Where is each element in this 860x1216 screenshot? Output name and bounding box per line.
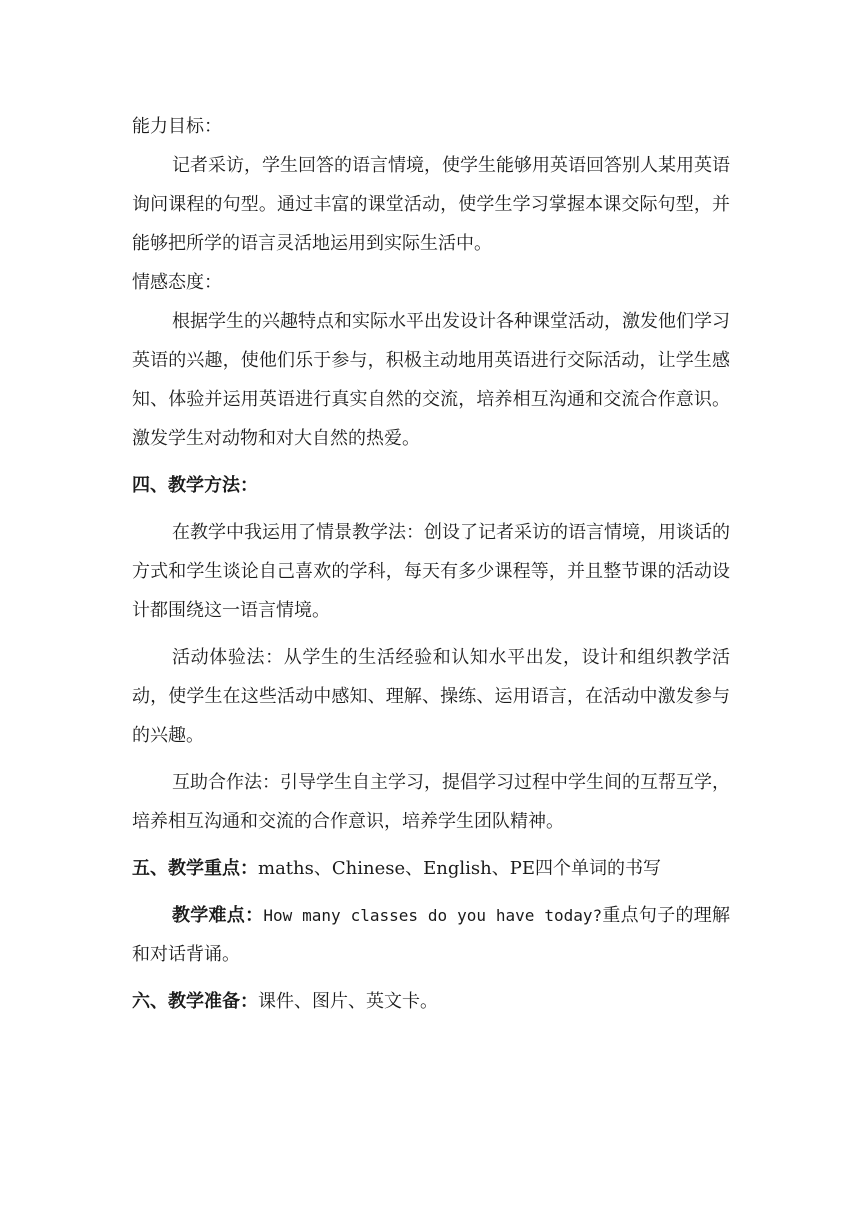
difficulties-label: 教学难点： <box>172 905 264 926</box>
difficulties-chinese-text: 重点句子的理解和对话背诵。 <box>132 905 731 965</box>
key-points-text: maths、Chinese、English、PE四个单词的书写 <box>258 858 661 879</box>
methods-heading: 四、教学方法： <box>132 475 258 496</box>
document-body <box>132 107 730 1021</box>
preparation-text: 课件、图片、英文卡。 <box>258 991 438 1012</box>
difficulties-english-sentence: How many classes do you have today? <box>263 906 603 925</box>
ability-paragraph: 记者采访，学生回答的语言情境，使学生能够用英语回答别人某用英语询问课程的句型。通过丰富的课堂活动，使学生学习掌握本课交际句型，并能够把所学的语言灵活地运用到实际生活中。 <box>132 155 730 254</box>
ability-heading: 能力目标： <box>132 116 222 137</box>
methods-paragraph-cooperation: 互助合作法：引导学生自主学习，提倡学习过程中学生间的互帮互学，培养相互沟通和交流的合作意识，培养学生团队精神。 <box>132 772 730 832</box>
preparation-line <box>132 982 730 1021</box>
methods-paragraph-activity: 活动体验法：从学生的生活经验和认知水平出发，设计和组织教学活动，使学生在这些活动中感知、理解、操练、运用语言，在活动中激发参与的兴趣。 <box>132 647 730 746</box>
key-points-line <box>132 849 730 888</box>
preparation-label: 六、教学准备： <box>132 991 258 1012</box>
emotion-heading: 情感态度： <box>132 272 222 293</box>
methods-paragraph-scenario: 在教学中我运用了情景教学法：创设了记者采访的语言情境，用谈话的方式和学生谈论自己喜欢的学科，每天有多少课程等，并且整节课的活动设计都围绕这一语言情境。 <box>132 522 730 621</box>
key-points-label: 五、教学重点： <box>132 858 258 879</box>
difficulties-paragraph <box>132 896 730 974</box>
emotion-paragraph: 根据学生的兴趣特点和实际水平出发设计各种课堂活动，激发他们学习英语的兴趣，使他们乐于参与，积极主动地用英语进行交际活动，让学生感知、体验并运用英语进行真实自然的交流，培养相互沟通和交流合作意识。激发学生对动物和对大自然的热爱。 <box>132 311 730 449</box>
